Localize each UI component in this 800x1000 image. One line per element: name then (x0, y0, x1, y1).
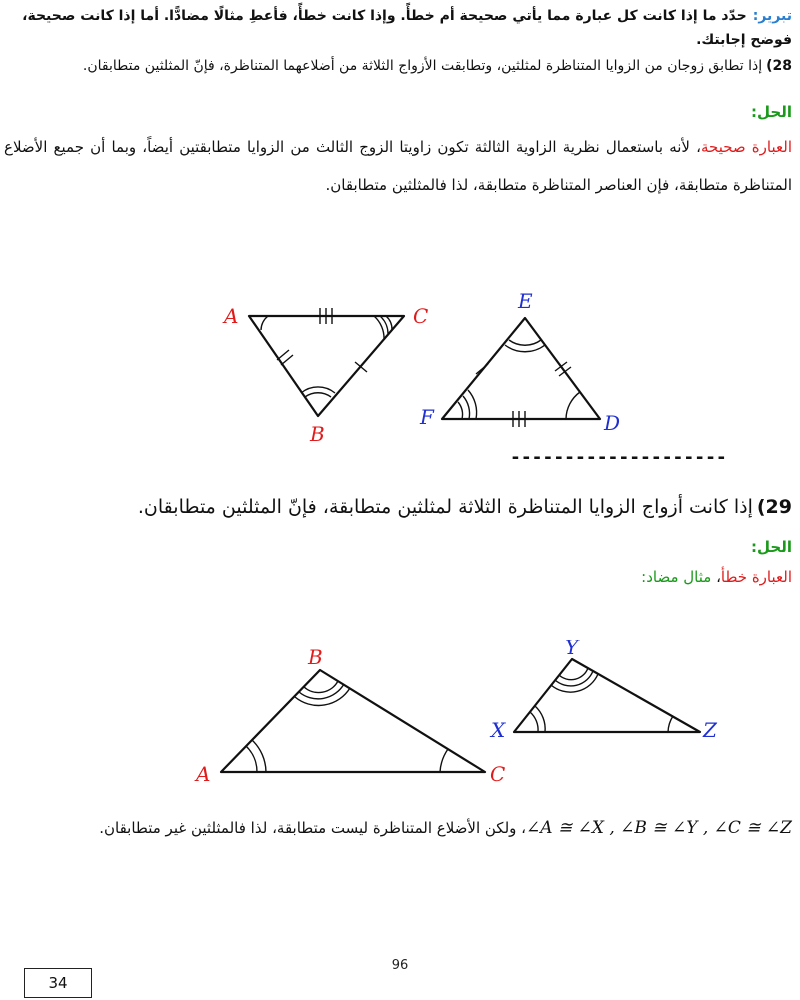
label-e: E (518, 289, 533, 313)
label-c: C (413, 304, 429, 328)
exercise-instruction-text: حدّد ما إذا كانت كل عبارة مما يأتي صحيحة أم خطأً. وإذا كانت خطأً، فأعطِ مثالًا مضادًّا. أما إذا كانت صحيحة، فوضح إجابتك. (22, 8, 792, 48)
label-b2: B (308, 645, 323, 669)
question-28-text: إذا تطابق زوجان من الزوايا المتناظرة لمثلثين، وتطابقت الأزواج الثلاثة من أضلاعهما المتناظرة، فإنّ المثلثين متطابقان. (82, 58, 763, 74)
q29-conclusion-text: ، ولكن الأضلاع المتناظرة ليست متطابقة، لذا فالمثلثين غير متطابقان. (99, 819, 527, 837)
q28-verdict: العبارة صحيحة (700, 138, 792, 156)
q29-figure (0, 640, 800, 785)
exercise-instruction (6, 4, 792, 52)
question-28-number: 28) (766, 58, 792, 74)
q28-solution-body (4, 128, 792, 204)
q29-verdict: العبارة خطأ (720, 568, 792, 586)
question-28 (6, 54, 792, 78)
q28-explanation: ، لأنه باستعمال نظرية الزاوية الثالثة تكون زاويتا الزوج الثالث من الزوايا متطابقتين أيضاً، وبما أن جميع الأضلاع المتناظرة متطابقة، فإن العناصر المتناظرة متطابقة، لذا فالمثلثين متطابقان. (4, 138, 792, 194)
label-d: D (604, 411, 621, 435)
q29-congruences: ∠A ≅ ∠X , ∠B ≅ ∠Y , ∠C ≅ ∠Z (526, 818, 792, 838)
separator-line: -------------------- (510, 447, 727, 468)
q28-solution-label: الحل: (751, 103, 792, 121)
q29-sep: ، (711, 568, 721, 586)
label-x: X (491, 718, 506, 742)
triangle-xyz (514, 659, 700, 732)
q29-solution-label: الحل: (751, 538, 792, 556)
label-f: F (420, 405, 434, 429)
exercise-keyword: تبرير: (752, 8, 792, 24)
triangle-abc (221, 670, 485, 772)
q28-figure (0, 285, 800, 455)
question-29-number: 29) (756, 496, 792, 518)
question-29 (6, 492, 792, 522)
label-y: Y (565, 640, 579, 659)
label-c2: C (490, 762, 506, 785)
label-a2: A (196, 762, 211, 785)
label-a: A (224, 304, 239, 328)
q29-counterexample-label: مثال مضاد: (641, 568, 712, 586)
triangle-acb (249, 316, 404, 416)
triangle-edf (442, 318, 600, 419)
label-z: Z (703, 718, 717, 742)
q29-conclusion (4, 808, 792, 848)
q29-verdict-line (6, 568, 792, 586)
page-number: 96 (391, 958, 409, 973)
label-b: B (310, 422, 325, 446)
page-box-number: 34 (24, 968, 92, 998)
question-29-text: إذا كانت أزواج الزوايا المتناظرة الثلاثة لمثلثين متطابقة، فإنّ المثلثين متطابقان. (137, 496, 753, 518)
